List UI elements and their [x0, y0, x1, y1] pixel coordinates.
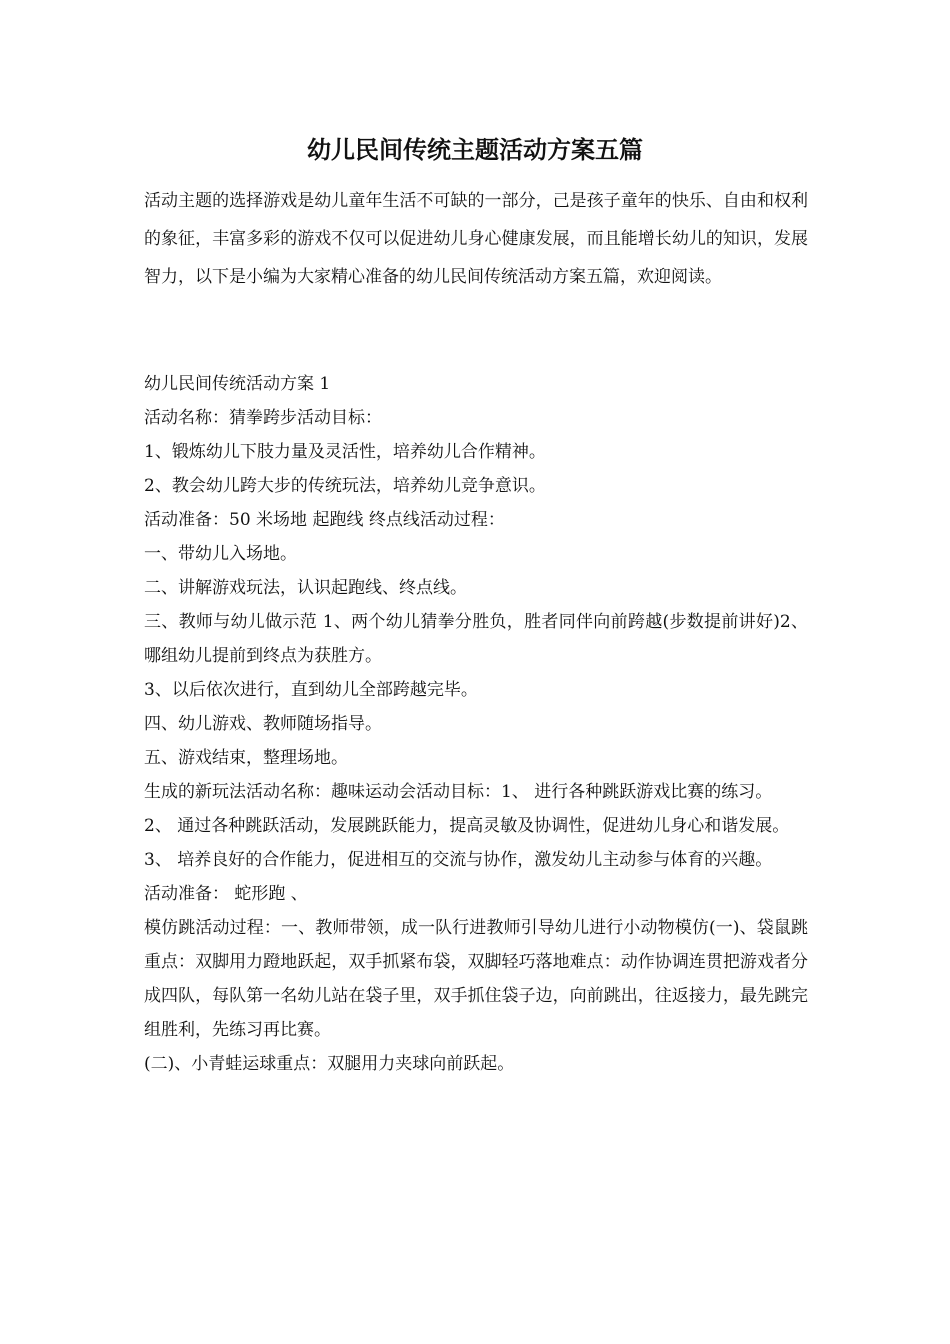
body-paragraph: (二)、小青蛙运球重点：双腿用力夹球向前跃起。: [144, 1054, 515, 1074]
body-paragraph: 1、锻炼幼儿下肢力量及灵活性，培养幼儿合作精神。: [144, 442, 546, 462]
body-paragraph: 2、教会幼儿跨大步的传统玩法，培养幼儿竞争意识。: [144, 476, 546, 496]
body-paragraph: 3、 培养良好的合作能力，促进相互的交流与协作，激发幼儿主动参与体育的兴趣。: [144, 850, 773, 870]
intro-paragraph: 活动主题的选择游戏是幼儿童年生活不可缺的一部分，己是孩子童年的快乐、自由和权利的象征，丰富多彩的游戏不仅可以促进幼儿身心健康发展，而且能增长幼儿的知识，发展智力，以下是小编为大家精心准备的幼儿民间传统活动方案五篇，欢迎阅读。: [144, 191, 808, 287]
body-paragraph: 三、教师与幼儿做示范 1、两个幼儿猜拳分胜负，胜者同伴向前跨越(步数提前讲好)2、哪组幼儿提前到终点为获胜方。: [144, 612, 808, 666]
body-paragraph: 模仿跳活动过程：一、教师带领，成一队行进教师引导幼儿进行小动物模仿(一)、袋鼠跳重点：双脚用力蹬地跃起，双手抓紧布袋，双脚轻巧落地难点：动作协调连贯把游戏者分成四队，每队第一名幼儿站在袋子里，双手抓住袋子边，向前跳出，往返接力，最先跳完组胜利，先练习再比赛。: [144, 918, 808, 1040]
body-paragraph: 四、幼儿游戏、教师随场指导。: [144, 714, 382, 734]
body-paragraph: 一、带幼儿入场地。: [144, 544, 297, 564]
body-paragraph: 2、 通过各种跳跃活动，发展跳跃能力，提高灵敏及协调性，促进幼儿身心和谐发展。: [144, 816, 790, 836]
body-paragraph: 五、游戏结束，整理场地。: [144, 748, 348, 768]
body-paragraph: 活动准备：50 米场地 起跑线 终点线活动过程：: [144, 510, 505, 530]
body-paragraph: 生成的新玩法活动名称：趣味运动会活动目标：1、 进行各种跳跃游戏比赛的练习。: [144, 782, 773, 802]
body-paragraph: 二、讲解游戏玩法，认识起跑线、终点线。: [144, 578, 467, 598]
document-body: [144, 367, 808, 1081]
document-title: 幼儿民间传统主题活动方案五篇: [307, 135, 643, 164]
body-paragraph: 活动准备： 蛇形跑 、: [144, 884, 308, 904]
body-paragraph: 活动名称：猜拳跨步活动目标：: [144, 408, 382, 428]
section-heading: 幼儿民间传统活动方案 1: [144, 374, 331, 394]
body-paragraph: 3、以后依次进行，直到幼儿全部跨越完毕。: [144, 680, 478, 700]
